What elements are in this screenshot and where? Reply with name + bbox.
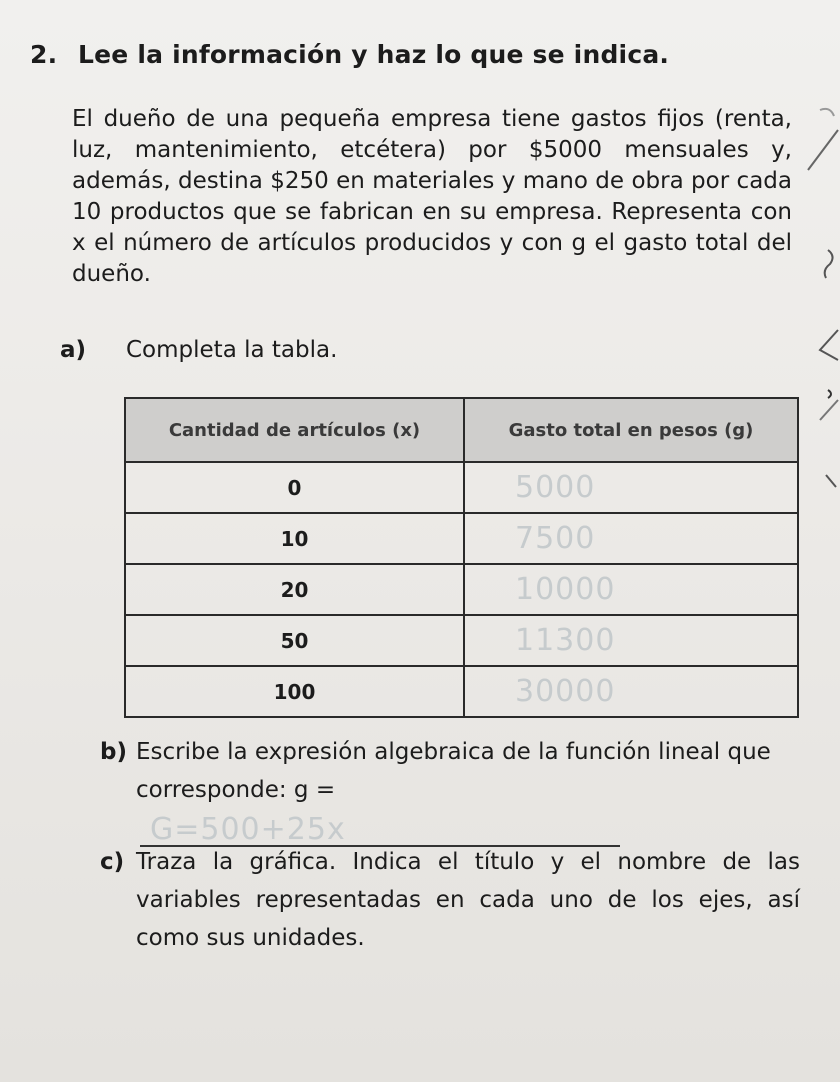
part-c-tag: c) [100,849,125,875]
part-a-text: Completa la tabla. [126,337,338,363]
cell-x: 0 [125,462,464,513]
handwritten-expression: G=500+25x [150,812,346,847]
header-total-cost: Gasto total en pesos (g) [464,398,798,462]
problem-statement: El dueño de una pequeña empresa tiene gastos fijos (renta, luz, mantenimiento, etcétera) por $5000 mensuales y, además, destina $250 en materiales y mano de obra por cada 10 productos que se fabrican en su empresa. Representa con x el número de artículos producidos y con g el gasto total del dueño. [72,106,792,287]
cell-x: 10 [125,513,464,564]
part-b-text: Escribe la expresión algebraica de la función lineal que corresponde: g = [136,739,771,803]
table-row [125,615,798,666]
table-row [125,666,798,717]
header-quantity: Cantidad de artículos (x) [125,398,464,462]
handwritten-answer: 11300 [515,623,616,658]
cell-g[interactable] [464,462,798,513]
table-row [125,564,798,615]
cell-g[interactable] [464,564,798,615]
exercise-title: Lee la información y haz lo que se indica. [78,40,670,69]
exercise-heading [30,40,810,69]
part-b [100,733,800,847]
cell-g[interactable] [464,615,798,666]
expression-answer-line[interactable] [140,811,620,847]
table-header-row [125,398,798,462]
table-row [125,462,798,513]
handwritten-answer: 10000 [515,572,616,607]
handwritten-answer: 7500 [515,521,596,556]
exercise-number: 2. [30,40,58,69]
cell-x: 50 [125,615,464,666]
values-table [124,397,799,718]
handwritten-answer: 30000 [515,674,616,709]
handwritten-answer: 5000 [515,470,596,505]
cell-g[interactable] [464,513,798,564]
part-b-tag: b) [100,739,127,765]
part-a [60,337,337,363]
part-c-text: Traza la gráfica. Indica el título y el nombre de las variables representadas en cada uno de los ejes, así como sus unidades. [136,849,800,951]
cell-x: 20 [125,564,464,615]
table-row [125,513,798,564]
part-a-tag: a) [60,337,87,363]
cell-g[interactable] [464,666,798,717]
part-c [100,843,800,957]
cell-x: 100 [125,666,464,717]
margin-pencil-marks [800,100,840,520]
